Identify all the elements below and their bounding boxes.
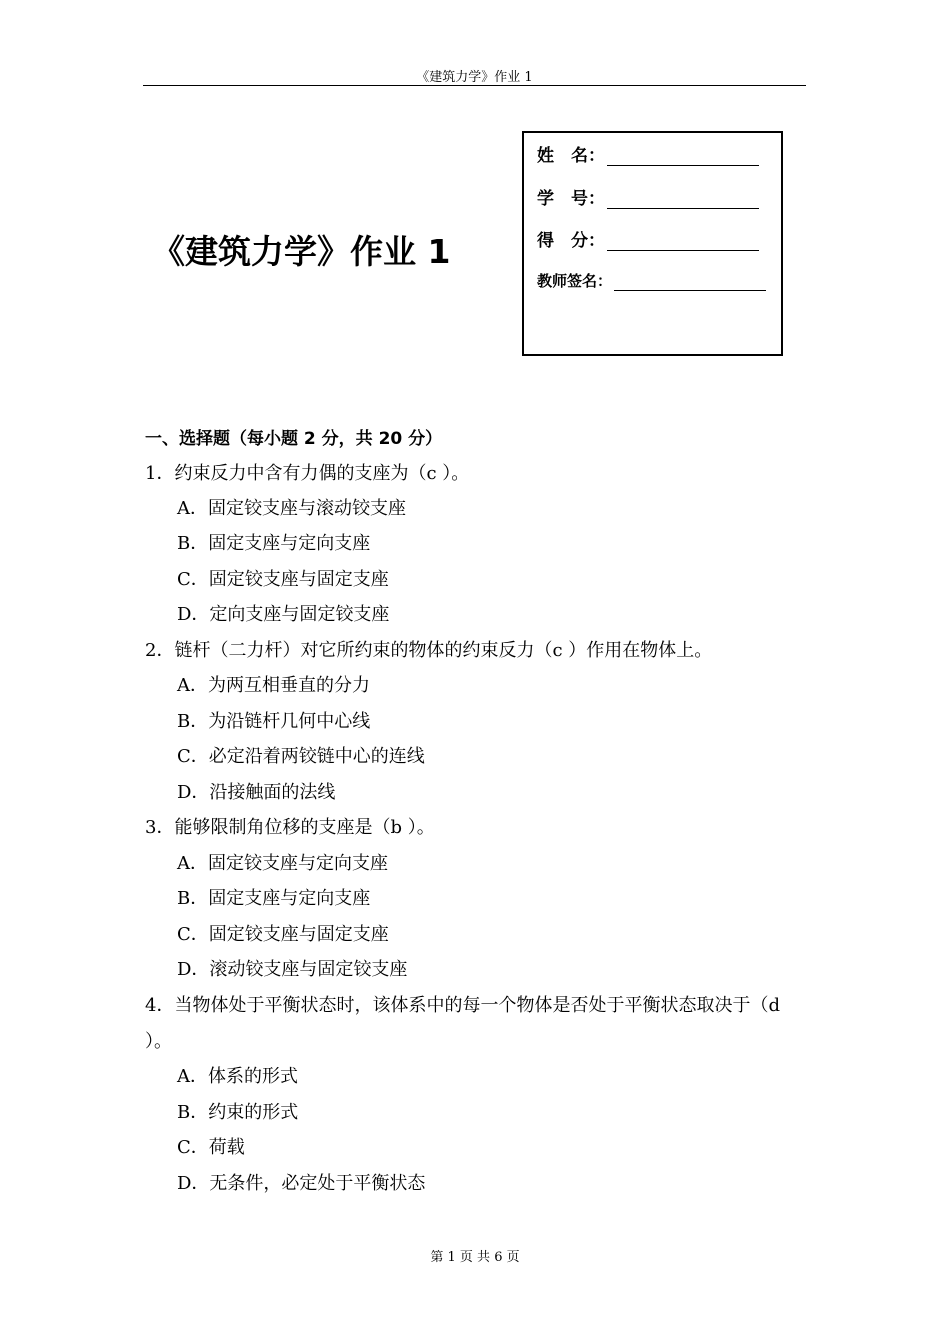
- page-footer: 第 1 页 共 6 页: [430, 1250, 520, 1265]
- question-4-stem: 4．当物体处于平衡状态时，该体系中的每一个物体是否处于平衡状态取决于（d: [145, 995, 780, 1016]
- student-id-row: [537, 184, 759, 209]
- question-3-option-a: A．固定铰支座与定向支座: [177, 853, 388, 874]
- question-2-option-d: D．沿接触面的法线: [177, 782, 336, 803]
- question-1-option-d: D．定向支座与固定铰支座: [177, 604, 390, 625]
- question-1-stem: 1．约束反力中含有力偶的支座为（c ）。: [145, 463, 470, 484]
- student-info-box: [522, 131, 783, 356]
- question-3-option-d: D．滚动铰支座与固定铰支座: [177, 959, 408, 980]
- question-2-option-b: B．为沿链杆几何中心线: [177, 711, 371, 732]
- question-2-option-a: A．为两互相垂直的分力: [177, 675, 370, 696]
- question-4-option-a: A．体系的形式: [177, 1066, 298, 1087]
- score-label: 得 分：: [537, 231, 605, 251]
- question-1-option-a: A．固定铰支座与滚动铰支座: [177, 498, 406, 519]
- question-4-option-b: B．约束的形式: [177, 1102, 299, 1123]
- question-2-option-c: C．必定沿着两铰链中心的连线: [177, 746, 425, 767]
- student-id-label: 学 号：: [537, 189, 605, 209]
- student-id-blank: [607, 190, 759, 209]
- name-label: 姓 名：: [537, 146, 605, 166]
- name-blank: [607, 147, 759, 166]
- question-4-option-c: C．荷载: [177, 1137, 245, 1158]
- question-1-option-b: B．固定支座与定向支座: [177, 533, 371, 554]
- question-3-option-c: C．固定铰支座与固定支座: [177, 924, 389, 945]
- question-4-stem-continuation: ）。: [145, 1031, 172, 1052]
- teacher-signature-blank: [614, 272, 766, 291]
- question-3-stem: 3．能够限制角位移的支座是（b ）。: [145, 817, 435, 838]
- question-2-stem: 2．链杆（二力杆）对它所约束的物体的约束反力（c ）作用在物体上。: [145, 640, 713, 661]
- running-header: 《建筑力学》作业 1: [416, 70, 533, 85]
- question-4-option-d: D．无条件，必定处于平衡状态: [177, 1173, 426, 1194]
- score-blank: [607, 232, 759, 251]
- header-rule: [143, 85, 806, 86]
- section-heading: 一、选择题（每小题 2 分，共 20 分）: [145, 429, 443, 449]
- document-title: 《建筑力学》作业 1: [152, 232, 451, 271]
- teacher-signature-row: [537, 270, 766, 291]
- teacher-signature-label: 教师签名：: [537, 272, 613, 290]
- question-1-option-c: C．固定铰支座与固定支座: [177, 569, 389, 590]
- name-row: [537, 141, 759, 166]
- score-row: [537, 226, 759, 251]
- question-3-option-b: B．固定支座与定向支座: [177, 888, 371, 909]
